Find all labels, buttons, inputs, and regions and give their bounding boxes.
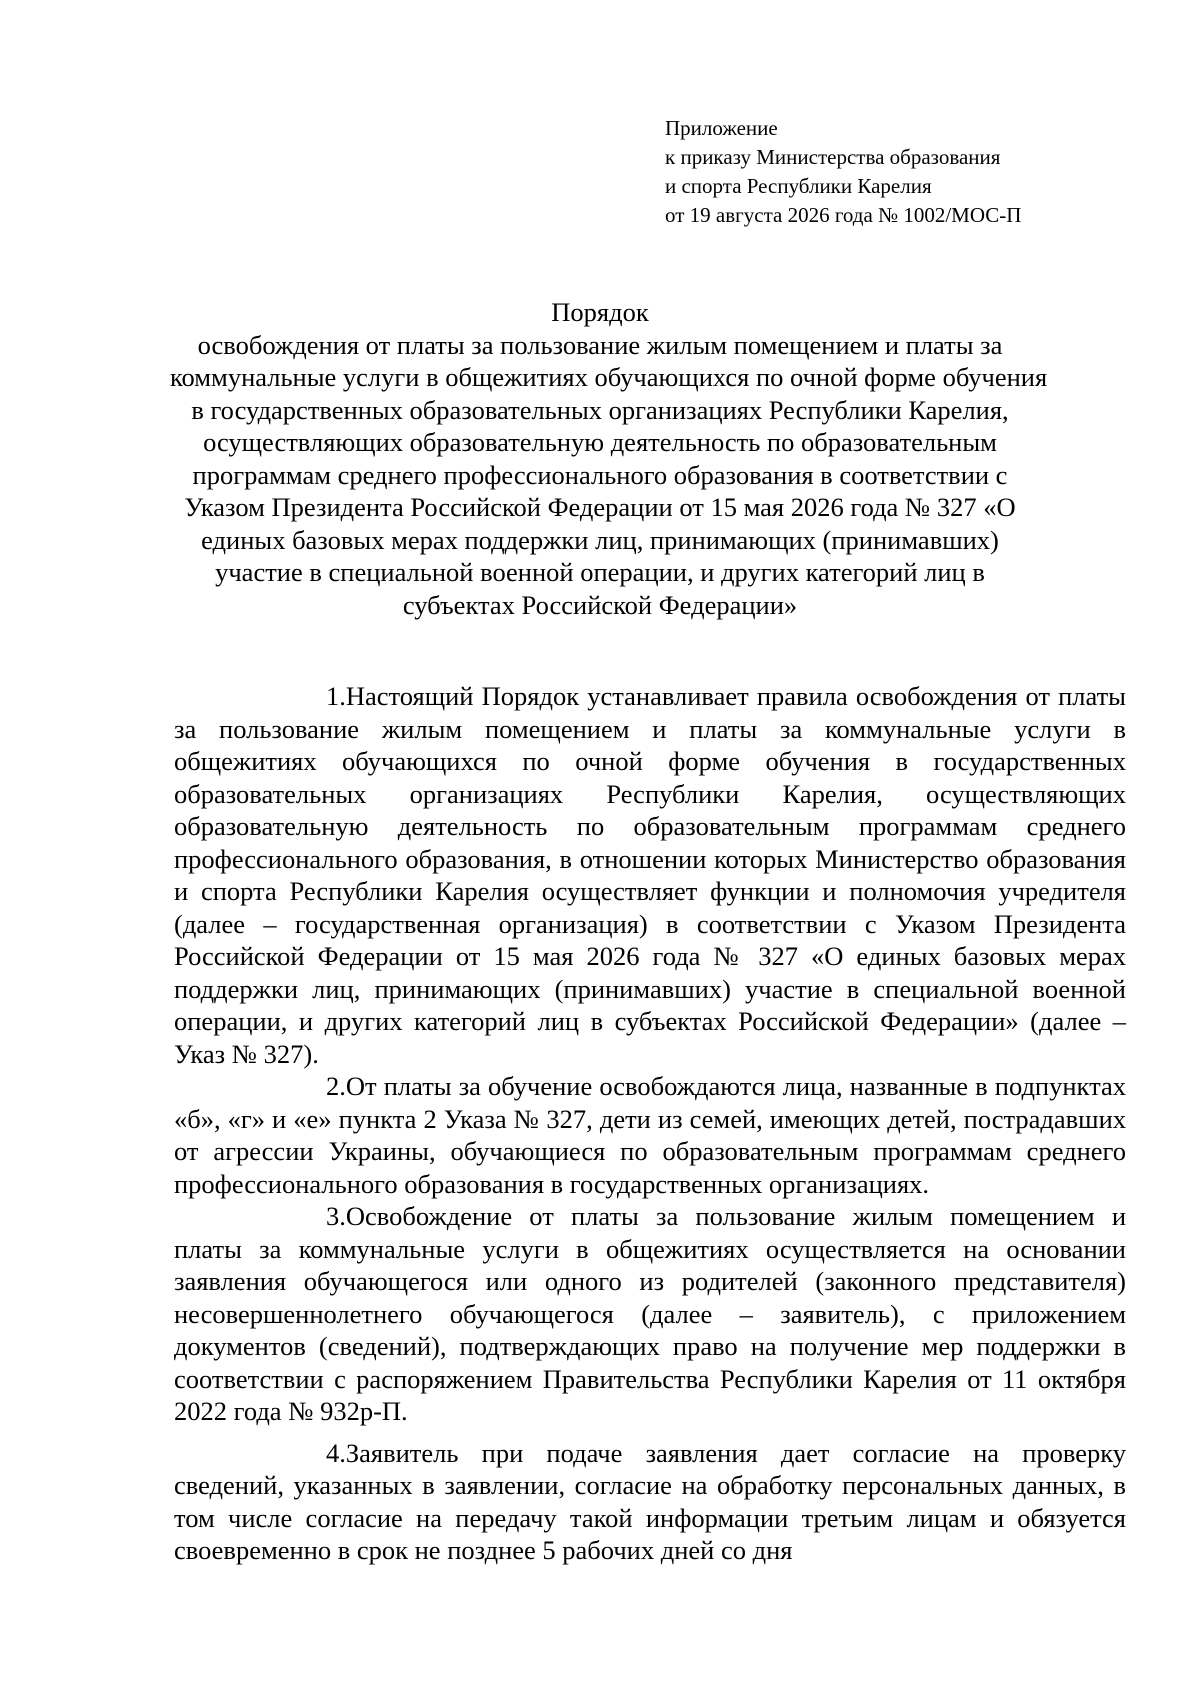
paragraph-text: Заявитель при подаче заявления дает согласие на проверку сведений, указанных в заявлении, согласие на обработку персональных данных, в том числе согласие на передачу такой информации третьим лицам и обязуется своевременно в срок не позднее 5 рабочих дней со дня <box>174 1437 1126 1565</box>
paragraph-text: Настоящий Порядок устанавливает правила освобождения от платы за пользование жилым помещением и платы за коммунальные услуги в общежитиях обучающихся по очной форме обучения в государственных образовательных организациях Республики Карелия, осуществляющих образовательную деятельность по образовательным программам среднего профессионального образования, в отношении которых Министерство образования и спорта Республики Карелия осуществляет функции и полномочия учредителя (далее – государственная организация) в соответствии с Указом Президента Российской Федерации от 15 мая 2026 года № 327 «О единых базовых мерах поддержки лиц, принимающих (принимавших) участие в специальной военной операции, и других категорий лиц в субъектах Российской Федерации» (далее – Указ № 327). <box>174 681 1126 1069</box>
paragraph-number: 2. <box>326 1071 346 1101</box>
title-line: программам среднего профессионального образования в соответствии с <box>192 459 1008 490</box>
paragraph-3 <box>174 1200 1126 1428</box>
appendix-header <box>665 114 1145 230</box>
paragraph-number: 4. <box>326 1437 346 1468</box>
title-line: Указом Президента Российской Федерации от 15 мая 2026 года № 327 «О <box>184 492 1016 522</box>
document-title <box>170 296 1048 621</box>
document-body <box>174 680 1126 1567</box>
title-line: единых базовых мерах поддержки лиц, принимающих (принимавших) <box>201 524 999 555</box>
paragraph-number: 3. <box>326 1201 346 1231</box>
paragraph-number: 1. <box>326 681 346 711</box>
appendix-line: от 19 августа 2026 года № 1002/МОС-П <box>665 203 1022 227</box>
title-heading: Порядок <box>551 297 649 327</box>
title-line: участие в специальной военной операции, и других категорий лиц в <box>215 557 985 587</box>
paragraph-2 <box>174 1070 1126 1200</box>
appendix-line: к приказу Министерства образования <box>665 145 1001 169</box>
title-line: коммунальные услуги в общежитиях обучающихся по очной форме обучения <box>170 362 1048 392</box>
title-line: в государственных образовательных организациях Республики Карелия, <box>191 394 1009 425</box>
title-line: освобождения от платы за пользование жилым помещением и платы за <box>197 329 1003 360</box>
paragraph-1 <box>174 680 1126 1070</box>
paragraph-text: Освобождение от платы за пользование жилым помещением и платы за коммунальные услуги в общежитиях осуществляется на основании заявления обучающегося или одного из родителей (законного представителя) несовершеннолетнего обучающегося (далее – заявитель), с приложением документов (сведений), подтверждающих право на получение мер поддержки в соответствии с распоряжением Правительства Республики Карелия от 11 октября 2022 года № 932р-П. <box>174 1201 1126 1426</box>
paragraph-4 <box>174 1437 1126 1567</box>
title-line: субъектах Российской Федерации» <box>402 589 798 620</box>
appendix-line: Приложение <box>665 116 778 140</box>
appendix-line: и спорта Республики Карелия <box>665 174 932 198</box>
title-line: осуществляющих образовательную деятельность по образовательным <box>203 427 997 457</box>
paragraph-text: От платы за обучение освобождаются лица, названные в подпунктах «б», «г» и «е» пункта 2 Указа № 327, дети из семей, имеющих детей, пострадавших от агрессии Украины, обучающиеся по образовательным программам среднего профессионального образования в государственных организациях. <box>174 1071 1126 1199</box>
